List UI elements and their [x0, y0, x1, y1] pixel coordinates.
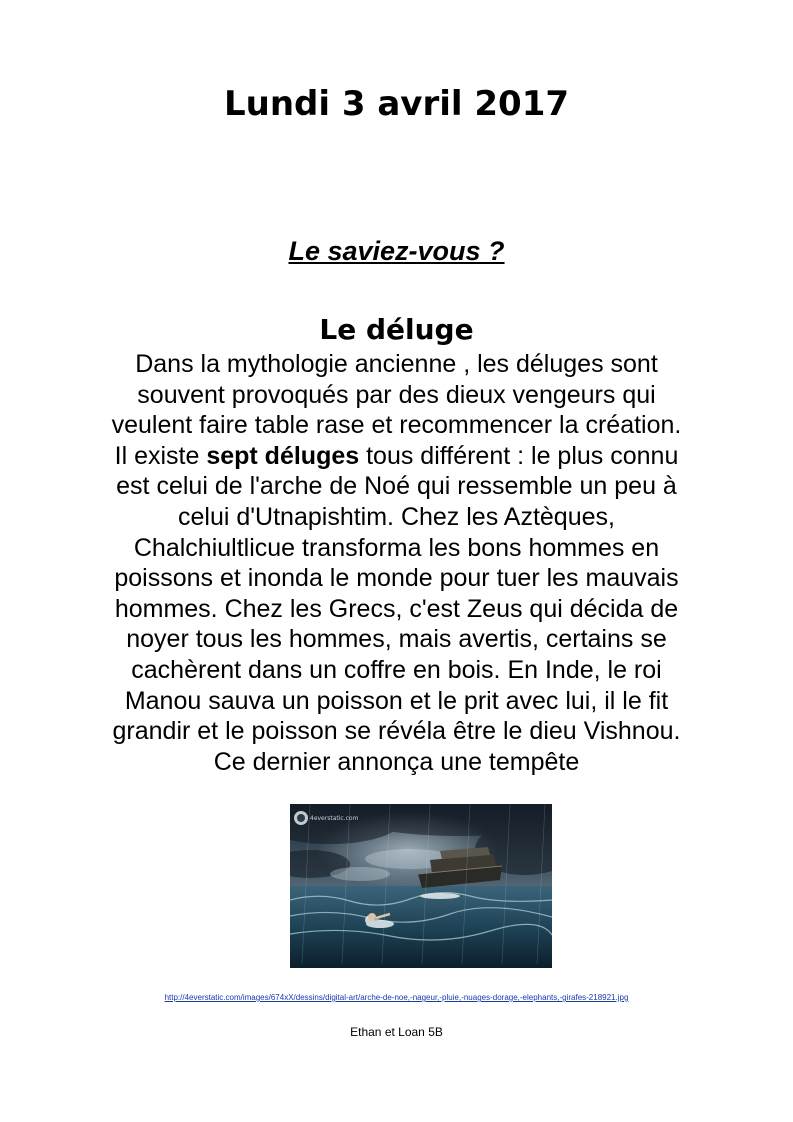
section-heading: Le déluge	[319, 313, 474, 346]
body-text-segment: tous différent : le plus connu	[359, 441, 679, 470]
authors-credit: Ethan et Loan 5B	[350, 1025, 443, 1039]
body-line: Manou sauva un poisson et le prit avec lui, il le fit	[124, 686, 669, 715]
body-line: veulent faire table rase et recommencer la création.	[111, 411, 682, 440]
flood-ark-illustration	[290, 804, 552, 968]
body-line: celui d'Utnapishtim. Chez les Aztèques,	[178, 502, 615, 531]
source-link[interactable]: http://4everstatic.com/images/674xX/dessins/digital-art/arche-de-noe,-nageur,-pluie,-nuages-dorage,-elephants,-girafes-218921.jpg	[164, 993, 629, 1002]
body-line: Dans la mythologie ancienne , les déluges sont	[135, 350, 658, 378]
body-line: noyer tous les hommes, mais avertis, certains se	[126, 625, 667, 654]
body-line: poissons et inonda le monde pour tuer les mauvais	[114, 564, 679, 593]
body-text-segment: Il existe	[114, 441, 207, 470]
body-line	[66, 441, 727, 472]
body-paragraph	[66, 349, 727, 777]
bold-emphasis: sept déluges	[206, 441, 360, 470]
subtitle: Le saviez-vous ?	[288, 236, 505, 266]
flood-ark-image	[290, 804, 552, 968]
watermark-text: 4everstatic.com	[310, 815, 359, 822]
body-line: Chalchiultlicue transforma les bons hommes en	[133, 533, 660, 562]
body-line: cachèrent dans un coffre en bois. En Inde, le roi	[131, 655, 662, 684]
body-line: hommes. Chez les Grecs, c'est Zeus qui décida de	[114, 594, 679, 623]
body-line: est celui de l'arche de Noé qui ressemble un peu à	[116, 472, 677, 501]
body-line: grandir et le poisson se révéla être le dieu Vishnou.	[112, 717, 681, 746]
body-line: souvent provoqués par des dieux vengeurs qui	[137, 380, 656, 409]
date-title: Lundi 3 avril 2017	[223, 84, 570, 124]
body-line: Ce dernier annonça une tempête	[213, 747, 580, 776]
